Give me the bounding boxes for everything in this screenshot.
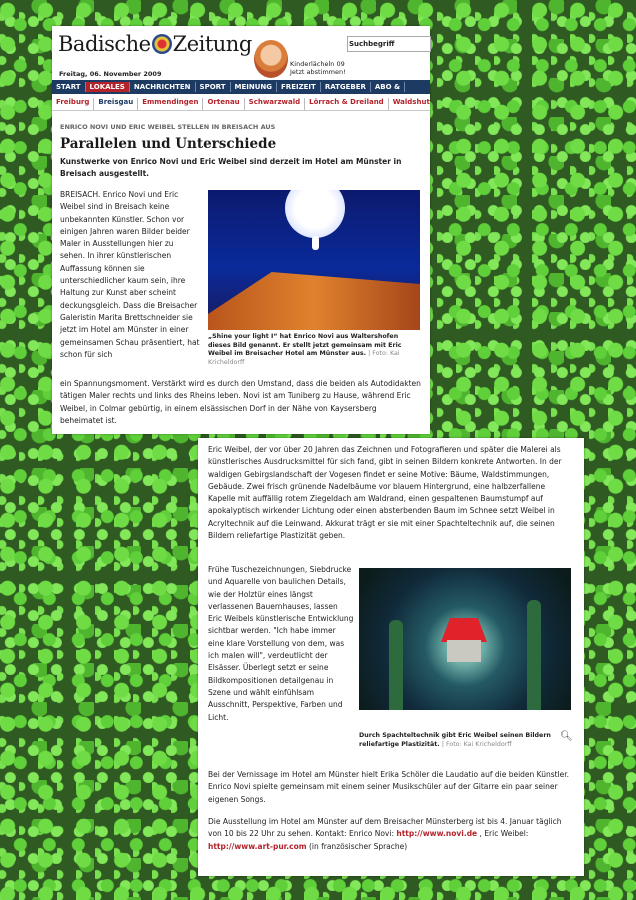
link-art-pur[interactable]: http://www.art-pur.com — [208, 841, 307, 851]
subnav-breisgau[interactable]: Breisgau — [94, 98, 138, 110]
nav-lokales[interactable]: LOKALES — [86, 82, 130, 92]
logo-right-text: Zeitung — [172, 32, 252, 56]
nav-freizeit[interactable]: FREIZEIT — [277, 82, 321, 92]
logo-left-text: Badische — [58, 32, 151, 56]
child-photo-promo[interactable] — [254, 40, 288, 78]
issue-date: Freitag, 06. November 2009 — [59, 70, 162, 78]
subnav-emmendingen[interactable]: Emmendingen — [138, 98, 203, 110]
caption-1-text: „Shine your light I“ hat Enrico Novi aus Waltershofen dieses Bild genannt. Er stellt jetzt gemeinsam mit Eric Weibel im Breisacher Hotel am Münster aus. — [208, 333, 402, 357]
painting-chapel-image[interactable] — [359, 568, 571, 710]
nav-sport[interactable]: SPORT — [196, 82, 231, 92]
article-paragraph-1a: BREISACH. Enrico Novi und Eric Weibel sind in Breisach keine unbekannten Künstler. Schon vor einigen Jahren waren Bilder beider Maler in Ausstellungen hier zu sehen. In ihrer künstlerischen Auffassung können sie unterschiedlicher kaum sein, ihre Haltung zur Kunst aber scheint deckungsgleich. Dass die Breisacher Galeristin Marita Brettschneider sie jetzt im Hotel am Münster in einer gemeinsamen Schau präsentiert, hat schon für sich — [60, 190, 200, 359]
floating-figure-shape — [312, 236, 319, 250]
promo-text[interactable] — [290, 60, 346, 76]
nav-start[interactable]: START — [52, 82, 86, 92]
wooden-table-shape — [208, 272, 420, 330]
subnav-waldshut[interactable]: Waldshut — [389, 98, 430, 110]
article-paragraph-4: Bei der Vernissage im Hotel am Münster hielt Erika Schöler die Laudatio auf die beiden Künstler. Enrico Novi spielte gemeinsam mit einem seiner Musikschüler auf der Gitarre ein paar seiner eigenen Songs. — [208, 770, 570, 804]
article-paragraph-3: Frühe Tuschezeichnungen, Siebdrucke und Aquarelle von baulichen Details, wie der Holztür eines längst verlassenen Bauernhauses, lassen Eric Weibels künstlerische Entwicklung sichtbar werden. "Ich habe immer eine klare Vorstellung von dem, was ich malen will", verdeutlicht der Elsässer. Überlegt setzt er seine Bildkompositionen detailgenau in Szene und wählt einfühlsam Ausschnitt, Perspektive, Farben und Licht. — [208, 565, 354, 722]
caption-1-credit: | Foto: Kai Kricheldorff — [208, 350, 400, 366]
coat-of-arms-icon — [152, 34, 172, 54]
local-nav — [52, 98, 430, 111]
article-kicker: ENRICO NOVI UND ERIC WEIBEL STELLEN IN BREISACH AUS — [60, 123, 276, 131]
article-paragraph-2: Eric Weibel, der vor über 20 Jahren das Zeichnen und Fotografieren und später die Malerei als künstlerisches Ausdrucksmittel für sich fand, gibt in seinen Bildern konkrete Antworten. In der waldigen Gebirgslandschaft der Vogesen findet er seine Motive: Bäume, Waldstimmungen, Gebäude. Zwei frisch grünende Nadelbäume vor blauem Hintergrund, eine halbzerfallene Kapelle mit auffällig rotem Ziegeldach am Waldrand, einen gespaltenen Baumstumpf auf apokalyptisch wirkender Lichtung oder einen absterbenden Baum im Schnee setzt Weibel in Acryltechnik auf die Leinwand. Akkurat trägt er sie mit einer Spachteltechnik auf, die seinen Bildern reliefartige Plastizität geben. — [208, 445, 562, 541]
nav-ratgeber[interactable]: RATGEBER — [321, 82, 371, 92]
tree-shape — [527, 600, 541, 710]
tree-shape — [389, 620, 403, 710]
article-paragraph-5 — [208, 816, 574, 853]
contact-text-end: (in französischer Sprache) — [308, 841, 408, 851]
article-lead: Kunstwerke von Enrico Novi und Eric Weibel sind derzeit im Hotel am Münster in Breisach ausgestellt. — [60, 157, 402, 178]
article-panel-top — [52, 26, 430, 434]
red-roof-shape — [441, 618, 487, 642]
subnav-ortenau[interactable]: Ortenau — [203, 98, 244, 110]
subnav-loerrach[interactable]: Lörrach & Dreiland — [305, 98, 389, 110]
newspaper-logo[interactable] — [58, 32, 252, 56]
subnav-schwarzwald[interactable]: Schwarzwald — [245, 98, 306, 110]
painting-shine-your-light-image[interactable] — [208, 190, 420, 330]
article-panel-bottom — [198, 438, 584, 876]
caption-2-credit: | Foto: Kai Kricheldorff — [441, 741, 512, 748]
promo-line-2: Jetzt abstimmen! — [290, 68, 346, 76]
subnav-freiburg[interactable]: Freiburg — [52, 98, 94, 110]
chapel-wall-shape — [447, 640, 481, 662]
main-nav — [52, 80, 430, 94]
caption-2-text: Durch Spachteltechnik gibt Eric Weibel seinen Bildern reliefartige Plastizität. — [359, 732, 551, 748]
link-novi[interactable]: http://www.novi.de — [396, 829, 478, 839]
promo-line-1: Kinderlächeln 09 — [290, 60, 345, 68]
moon-shape — [285, 190, 345, 238]
magnifier-icon[interactable]: 🔍︎ — [560, 731, 573, 742]
contact-text-intro: Die Ausstellung im Hotel am Münster auf dem Breisacher Münsterberg ist bis 4. Januar täglich von 10 bis 22 Uhr zu sehen. Kontakt: Enrico Novi: — [208, 817, 562, 839]
nav-abo[interactable]: ABO & — [371, 82, 405, 92]
search-label: Suchbegriff — [349, 40, 395, 48]
image-caption-2 — [359, 731, 557, 749]
nav-nachrichten[interactable]: NACHRICHTEN — [130, 82, 196, 92]
article-headline: Parallelen und Unterschiede — [60, 136, 277, 152]
contact-text-mid: , Eric Weibel: — [479, 829, 529, 839]
image-caption-1 — [208, 333, 420, 367]
article-paragraph-1b: ein Spannungsmoment. Verstärkt wird es durch den Umstand, dass die beiden als Autodidakten tätigen Maler rechts und links des Rheins leben. Novi ist am Tuniberg zu Hause, während Eric Weibel, in Colmar gebürtig, in einem elsässischen Dorf in der Nähe von Kaysersberg beheimatet ist. — [60, 379, 421, 425]
nav-meinung[interactable]: MEINUNG — [231, 82, 278, 92]
